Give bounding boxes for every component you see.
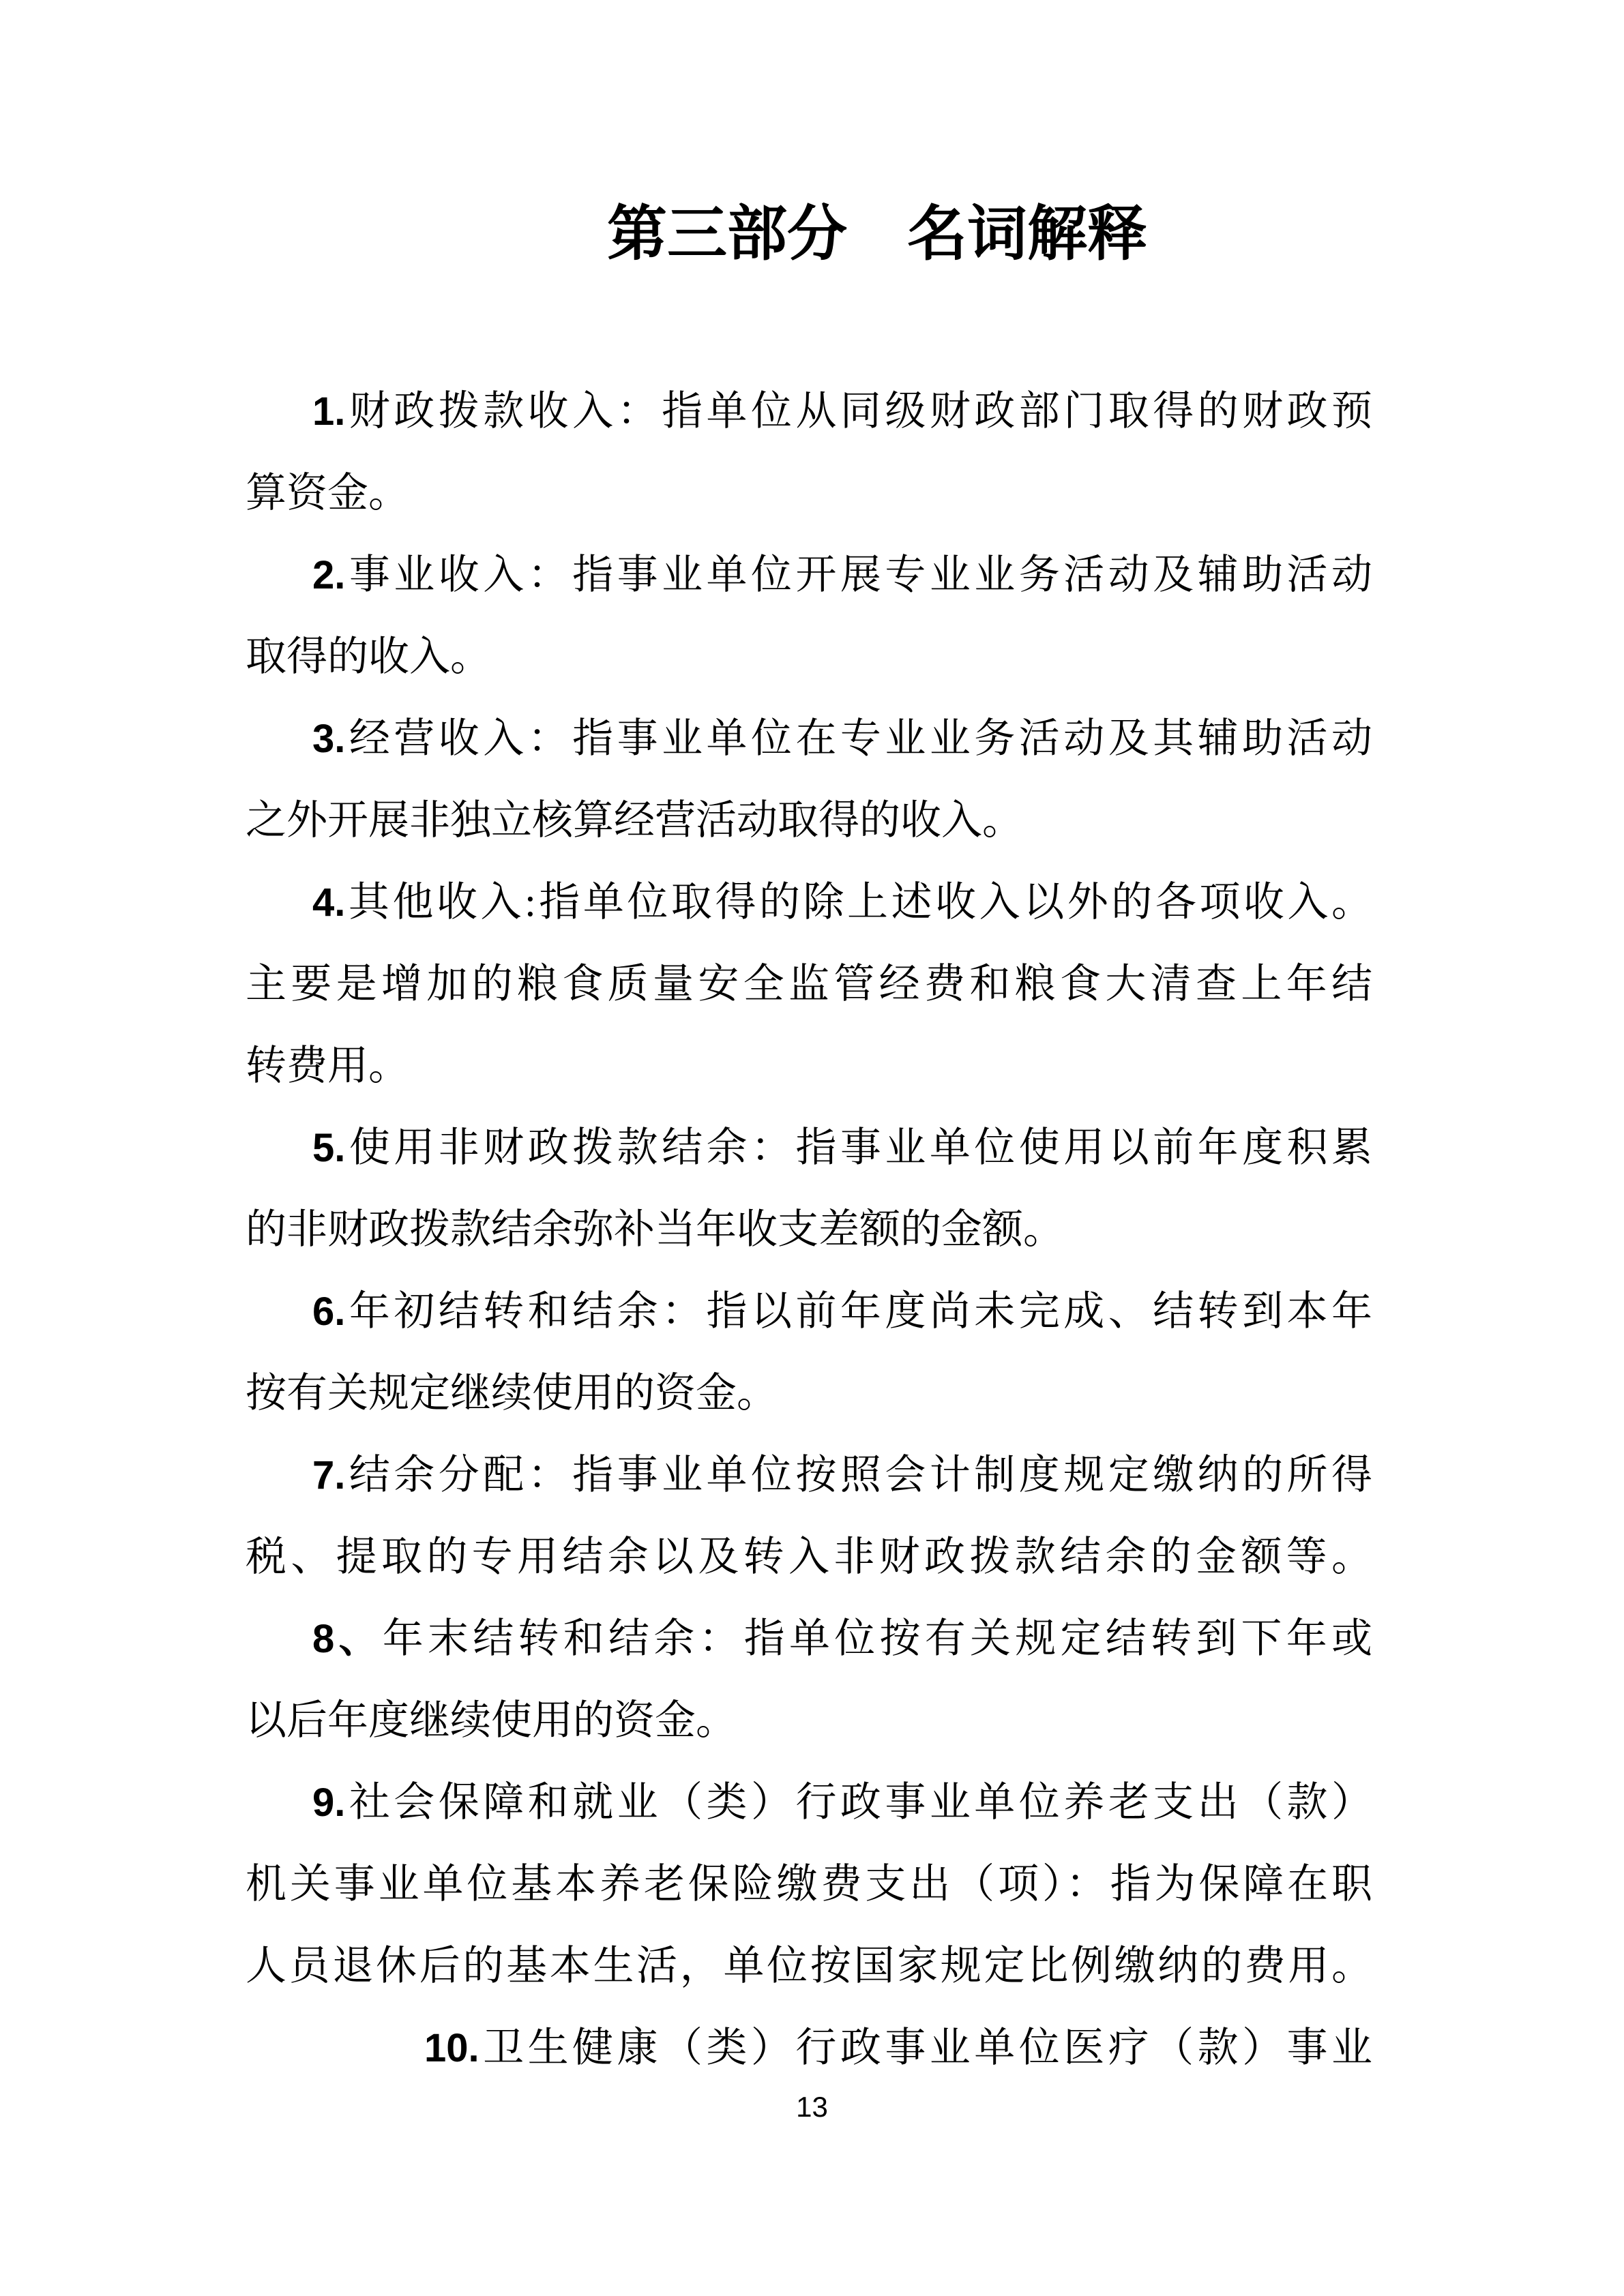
text-line [246, 1925, 1372, 2007]
line-text: 机关事业单位基本养老保险缴费支出（项）：指为保障在职 [246, 1862, 1372, 1907]
body-text [246, 370, 1372, 2089]
text-line [246, 943, 1372, 1025]
text-line [246, 1107, 1372, 1189]
paragraph-number: 5. [312, 1126, 346, 1170]
line-text: 其他收入:指单位取得的除上述收入以外的各项收入。 [345, 880, 1372, 925]
paragraph-number: 10. [424, 2026, 479, 2070]
paragraph-number: 7. [312, 1453, 346, 1497]
line-text: 主要是增加的粮食质量安全监管经费和粮食大清查上年结 [246, 961, 1372, 1007]
line-text: 之外开展非独立核算经营活动取得的收入。 [246, 798, 1023, 843]
line-text: 使用非财政拨款结余：指事业单位使用以前年度积累 [345, 1125, 1372, 1170]
line-text: 年初结转和结余：指以前年度尚未完成、结转到本年 [345, 1289, 1372, 1334]
line-text: 年末结转和结余：指单位按有关规定结转到下年或 [382, 1616, 1372, 1661]
paragraph-number: 3. [312, 717, 346, 761]
text-line [246, 1843, 1372, 1925]
text-line [246, 616, 1372, 698]
line-text: 按有关规定继续使用的资金。 [246, 1371, 778, 1416]
paragraph-number: 2. [312, 553, 346, 597]
text-line [246, 1516, 1372, 1598]
line-text: 以后年度继续使用的资金。 [246, 1698, 737, 1743]
text-line [246, 698, 1372, 779]
paragraph-number: 9. [312, 1780, 346, 1825]
text-line [246, 1189, 1372, 1270]
line-text: 人员退休后的基本生活，单位按国家规定比例缴纳的费用。 [246, 1943, 1372, 1988]
text-line [246, 1680, 1372, 1761]
paragraph-number: 8、 [312, 1617, 383, 1661]
line-text: 结余分配：指事业单位按照会计制度规定缴纳的所得 [345, 1452, 1372, 1497]
page-title: 第三部分 名词解释 [607, 202, 1148, 268]
text-line [246, 1025, 1372, 1107]
text-line [246, 1598, 1372, 1680]
text-line [246, 1434, 1372, 1516]
text-line [246, 370, 1372, 452]
line-text: 事业收入：指事业单位开展专业业务活动及辅助活动 [345, 552, 1372, 597]
text-line [246, 1270, 1372, 1352]
text-line [246, 1761, 1372, 1843]
text-line [246, 2007, 1372, 2089]
line-text: 的非财政拨款结余弥补当年收支差额的金额。 [246, 1207, 1064, 1252]
text-line [246, 452, 1372, 534]
line-text: 取得的收入。 [246, 634, 491, 679]
text-line [246, 779, 1372, 861]
line-text: 转费用。 [246, 1043, 409, 1088]
paragraph-number: 4. [312, 880, 346, 925]
line-text: 财政拨款收入：指单位从同级财政部门取得的财政预 [345, 389, 1372, 434]
text-line [246, 861, 1372, 943]
paragraph-number: 6. [312, 1289, 346, 1334]
line-text: 社会保障和就业（类）行政事业单位养老支出（款） [345, 1780, 1372, 1825]
line-text: 卫生健康（类）行政事业单位医疗（款）事业 [479, 2025, 1372, 2070]
line-text: 税、提取的专用结余以及转入非财政拨款结余的金额等。 [246, 1534, 1372, 1579]
text-line [246, 534, 1372, 616]
paragraph-number: 1. [312, 389, 346, 434]
text-line [246, 1352, 1372, 1434]
line-text: 经营收入：指事业单位在专业业务活动及其辅助活动 [345, 716, 1372, 761]
line-text: 算资金。 [246, 471, 409, 516]
page-number: 13 [796, 2091, 828, 2123]
